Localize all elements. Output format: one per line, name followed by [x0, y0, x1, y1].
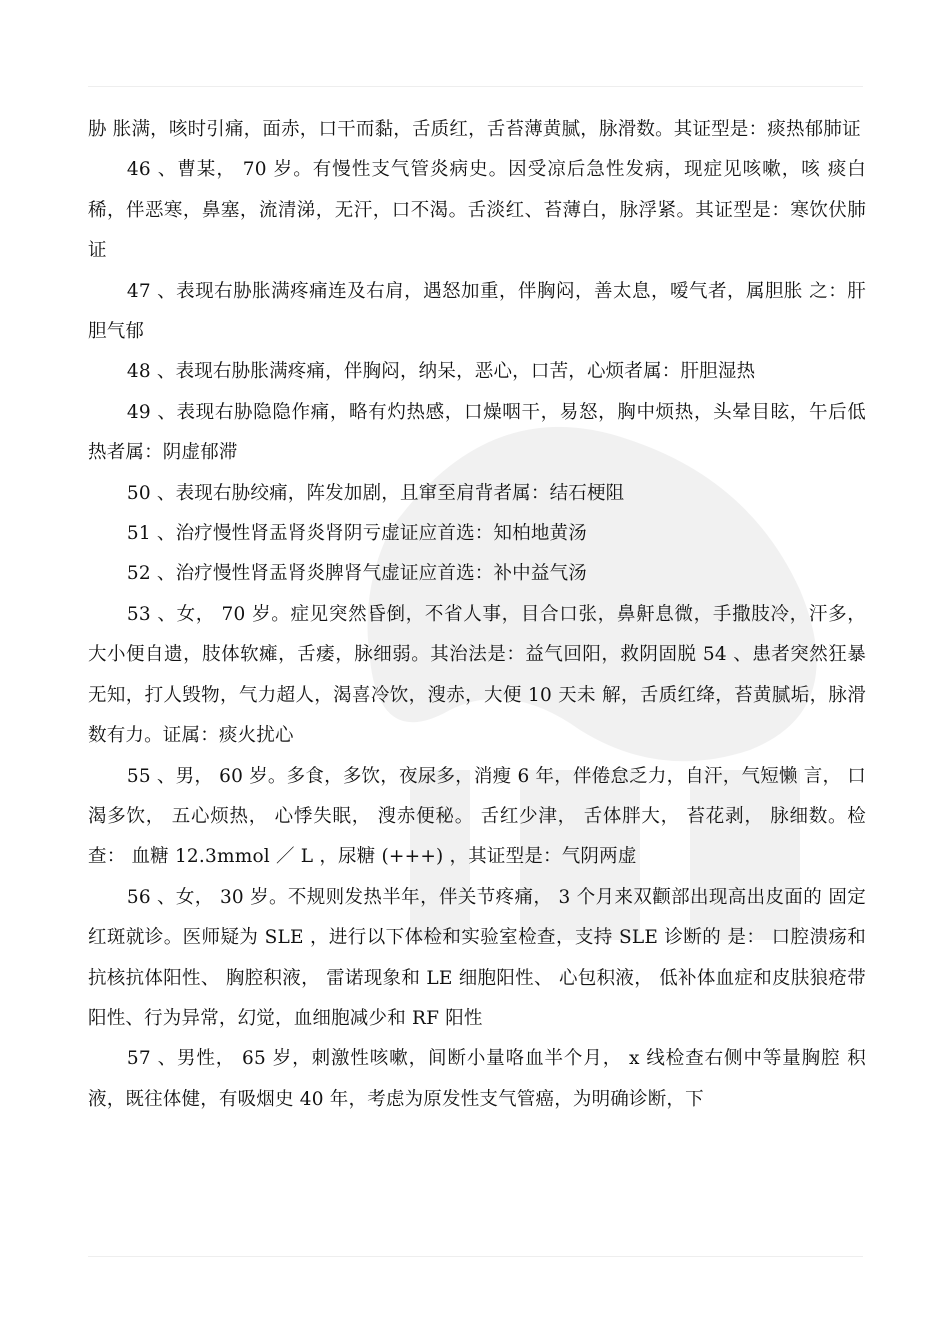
- footer-divider: [88, 1256, 863, 1257]
- question-50: 50 、表现右胁绞痛，阵发加剧，且窜至肩背者属：结石梗阻: [126, 482, 625, 504]
- question-46: 46 、曹某， 70 岁。有慢性支气管炎病史。因受凉后急性发病，现症见咳嗽，咳 痰白稀，伴恶寒，鼻塞，流清涕，无汗，口不渴。舌淡红、苔薄白，脉浮紧。其证型是：寒饮伏肺证: [88, 159, 866, 262]
- paragraph-continuation: 胁 胀满，咳时引痛，面赤，口干而黏，舌质红，舌苔薄黄腻，脉滑数。其证型是：痰热郁肺证: [88, 119, 861, 140]
- question-57: 57 、男性， 65 岁，刺激性咳嗽，间断小量咯血半个月， x 线检查右侧中等量胸腔 积液，既往体健，有吸烟史 40 年，考虑为原发性支气管癌，为明确诊断，下: [88, 1048, 866, 1110]
- question-47: 47 、表现右胁胀满疼痛连及右肩，遇怒加重，伴胸闷，善太息，嗳气者，属胆胀 之：肝胆气郁: [88, 280, 866, 343]
- question-56: 56 、女， 30 岁。不规则发热半年，伴关节疼痛， 3 个月来双颧部出现高出皮面的 固定红斑就诊。医师疑为 SLE ，进行以下体检和实验室检查，支持 SLE 诊断的 是： 口腔溃疡和抗核抗体阳性、 胸腔积液， 雷诺现象和 LE 细胞阳性、 心包积液， 低补体血症和皮肤狼疮带阳性、行为异常，幻觉，血细胞减少和 RF 阳性: [88, 886, 866, 1029]
- question-51: 51 、治疗慢性肾盂肾炎肾阴亏虚证应首选：知柏地黄汤: [126, 523, 587, 545]
- document-body: [88, 110, 866, 1120]
- question-53-54: 53 、女， 70 岁。症见突然昏倒，不省人事，目合口张，鼻鼾息微，手撒肢冷，汗多，大小便自遗，肢体软瘫，舌痿，脉细弱。其治法是：益气回阳，救阴固脱 54 、患者突然狂暴无知，打人毁物，气力超人，渴喜冷饮，溲赤，大便 10 天未 解，舌质红绛，苔黄腻垢，脉滑数有力。证属：痰火扰心: [88, 603, 866, 747]
- question-52: 52 、治疗慢性肾盂肾炎脾肾气虚证应首选：补中益气汤: [126, 563, 587, 585]
- question-49: 49 、表现右胁隐隐作痛，略有灼热感，口燥咽干，易怒，胸中烦热，头晕目眩，午后低热者属：阴虚郁滞: [88, 401, 866, 464]
- question-48: 48 、表现右胁胀满疼痛，伴胸闷，纳呆，恶心，口苦，心烦者属：肝胆湿热: [126, 361, 756, 383]
- header-divider: [88, 86, 863, 87]
- question-55: 55 、男， 60 岁。多食，多饮，夜尿多，消瘦 6 年，伴倦怠乏力，自汗，气短懒 言， 口渴多饮， 五心烦热， 心悸失眠， 溲赤便秘。 舌红少津， 舌体胖大， 苔花剥， 脉细数。检查： 血糖 12.3mmol ／ L ，尿糖 (+++) ，其证型是：气阴两虚: [88, 765, 866, 868]
